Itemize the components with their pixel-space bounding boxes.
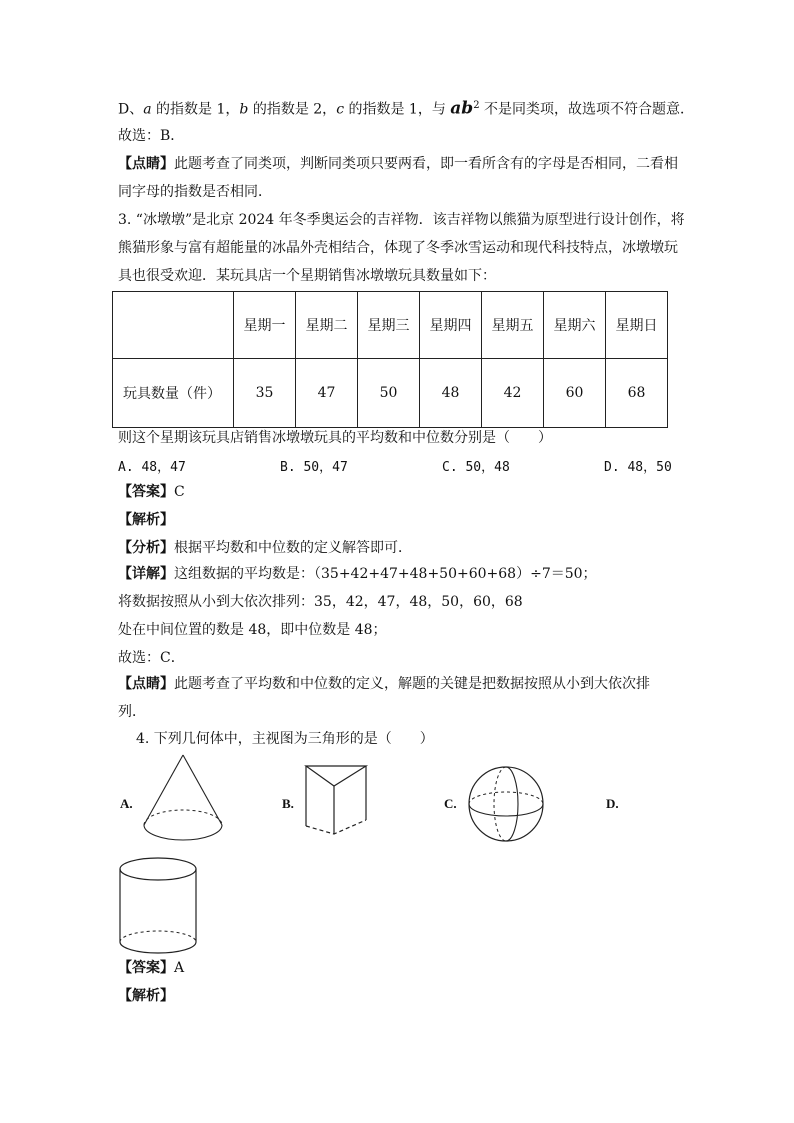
table-header-cell [113, 292, 234, 359]
table-cell: 47 [296, 359, 358, 428]
table-row [113, 359, 668, 428]
table-cell: 50 [358, 359, 420, 428]
sorted-data-line: 将数据按照从小到大依次排列：35，42，47，48，50，60，68 [118, 594, 523, 610]
table-header-cell: 星期日 [606, 292, 668, 359]
answer-choice-line: 故选：B． [118, 128, 185, 144]
option-a: A. 48，47 [118, 460, 186, 475]
table-header-cell: 星期二 [296, 292, 358, 359]
cylinder-icon [118, 856, 198, 956]
figure-label-d: D. [606, 796, 619, 811]
table-header-cell: 星期四 [420, 292, 482, 359]
analysis-line: 【分析】根据平均数和中位数的定义解答即可． [118, 540, 412, 556]
question-3-line-2: 熊猫形象与富有超能量的冰晶外壳相结合，体现了冬季冰雪运动和现代科技特点，冰墩墩玩 [118, 240, 678, 256]
table-cell: 35 [234, 359, 296, 428]
table-row-label: 玩具数量（件） [113, 359, 234, 428]
triangular-prism-icon [302, 762, 374, 838]
table-cell: 68 [606, 359, 668, 428]
figure-label-b: B. [282, 796, 294, 811]
analysis-heading-2: 【解析】 [118, 988, 174, 1004]
answer-line-2: 【答案】A [118, 960, 185, 976]
detail-line: 【详解】这组数据的平均数是：（35+42+47+48+50+60+68）÷7＝50； [118, 566, 597, 582]
remark-line-2-cont: 列． [118, 704, 146, 720]
cone-icon [140, 752, 230, 846]
median-line: 处在中间位置的数是 48，即中位数是 48； [118, 622, 387, 638]
text-line-d-option: D、a 的指数是 1，b 的指数是 2，c 的指数是 1，与 $ab^2$ 不是同类项，故选项不符合题意． [118, 98, 695, 119]
figure-label-c: C. [444, 796, 457, 811]
table-cell: 48 [420, 359, 482, 428]
table-cell: 42 [482, 359, 544, 428]
question-3-line-1: 3. “冰墩墩”是北京 2024 年冬季奥运会的吉祥物．该吉祥物以熊猫为原型进行设计创作，将 [118, 212, 685, 228]
remark-line-cont: 同字母的指数是否相同． [118, 184, 272, 200]
table-header-cell: 星期三 [358, 292, 420, 359]
table-header-cell: 星期一 [234, 292, 296, 359]
question-3-line-3: 具也很受欢迎．某玩具店一个星期销售冰墩墩玩具数量如下： [118, 268, 496, 284]
sales-table [112, 291, 668, 428]
question-3-prompt: 则这个星期该玩具店销售冰墩墩玩具的平均数和中位数分别是（ ） [118, 430, 552, 446]
answer-line: 【答案】C [118, 484, 185, 500]
analysis-heading: 【解析】 [118, 512, 174, 528]
figure-label-a: A. [120, 796, 133, 811]
sphere-icon [466, 764, 548, 844]
option-b: B. 50，47 [280, 460, 348, 475]
remark-line: 【点睛】此题考查了同类项，判断同类项只要两看，即一看所含有的字母是否相同，二看相 [118, 156, 678, 172]
question-4-line: 4. 下列几何体中，主视图为三角形的是（ ） [136, 731, 434, 747]
choice-line: 故选：C． [118, 650, 185, 666]
option-c: C. 50，48 [442, 460, 510, 475]
option-d: D. 48，50 [604, 460, 672, 475]
remark-line-2: 【点睛】此题考查了平均数和中位数的定义，解题的关键是把数据按照从小到大依次排 [118, 676, 650, 692]
table-header-cell: 星期六 [544, 292, 606, 359]
table-header-row [113, 292, 668, 359]
table-header-cell: 星期五 [482, 292, 544, 359]
table-cell: 60 [544, 359, 606, 428]
